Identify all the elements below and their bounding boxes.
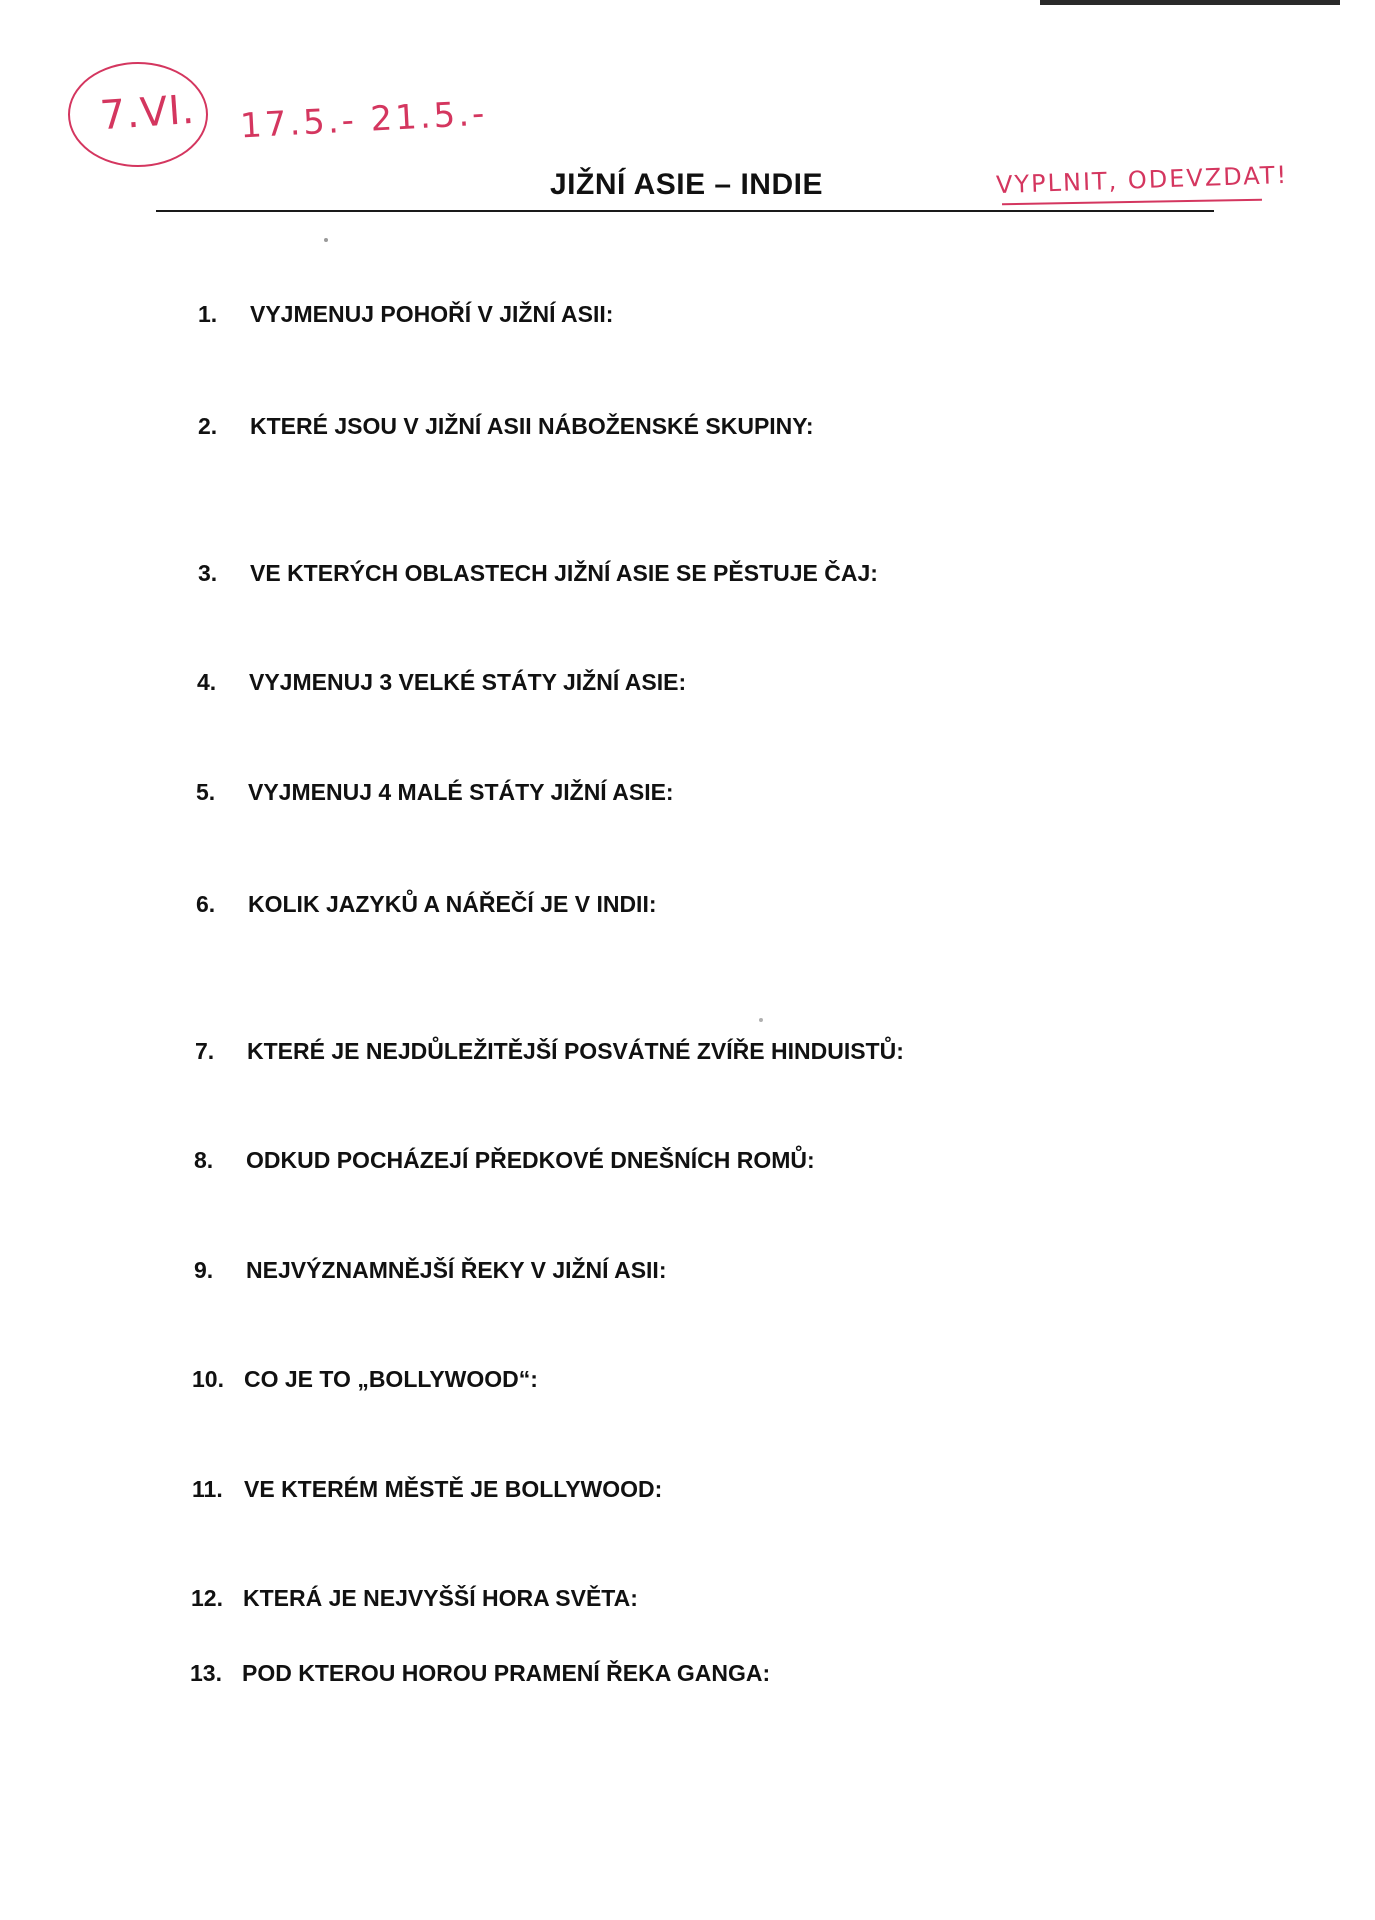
question-number: 4. [197,668,217,695]
question-number: 2. [198,412,218,439]
handwritten-dates: 17.5.- 21.5.- [239,93,489,147]
question-text: VE KTERÝCH OBLASTECH JIŽNÍ ASIE SE PĚSTUJE ČAJ: [250,559,878,586]
question-number: 10. [192,1365,224,1392]
question-number: 13. [190,1659,222,1686]
question-text: POD KTEROU HOROU PRAMENÍ ŘEKA GANGA: [242,1659,771,1686]
question-text: CO JE TO „BOLLYWOOD“: [244,1365,538,1392]
question-item [196,774,674,810]
question-number: 6. [196,890,216,917]
question-item [196,886,657,922]
handwritten-underline [1002,199,1262,206]
question-text: VE KTERÉM MĚSTĚ JE BOLLYWOOD: [244,1475,663,1502]
question-item [198,555,878,591]
question-text: VYJMENUJ POHOŘÍ V JIŽNÍ ASII: [250,300,614,327]
question-text: KTERÁ JE NEJVYŠŠÍ HORA SVĚTA: [243,1584,638,1611]
question-text: ODKUD POCHÁZEJÍ PŘEDKOVÉ DNEŠNÍCH ROMŮ: [246,1146,815,1173]
question-item [192,1471,662,1507]
question-number: 3. [198,559,218,586]
question-number: 11. [192,1475,223,1502]
question-item [198,408,814,444]
question-item [194,1252,666,1288]
question-text: KOLIK JAZYKŮ A NÁŘEČÍ JE V INDII: [248,890,657,917]
page-title: JIŽNÍ ASIE – INDIE [550,168,823,201]
question-item [195,1033,904,1069]
question-text: VYJMENUJ 3 VELKÉ STÁTY JIŽNÍ ASIE: [249,668,687,695]
question-number: 7. [195,1037,215,1064]
question-item [197,664,686,700]
title-rule [156,210,1214,212]
handwritten-instruction: VYPLNIT, ODEVZDAT! [995,160,1289,200]
question-number: 12. [191,1584,223,1611]
scan-top-edge [1040,0,1340,5]
scan-speck [324,238,328,242]
question-text: KTERÉ JSOU V JIŽNÍ ASII NÁBOŽENSKÉ SKUPINY: [250,412,814,439]
question-text: VYJMENUJ 4 MALÉ STÁTY JIŽNÍ ASIE: [248,778,674,805]
question-item [198,296,613,332]
question-item [190,1655,770,1691]
question-text: NEJVÝZNAMNĚJŠÍ ŘEKY V JIŽNÍ ASII: [246,1256,667,1283]
scan-speck [759,1018,763,1022]
question-item [191,1580,638,1616]
question-number: 5. [196,778,216,805]
question-item [194,1142,815,1178]
question-item [192,1361,538,1397]
question-number: 9. [194,1256,214,1283]
question-number: 1. [198,300,218,327]
handwritten-class-label: 7.VI. [98,86,197,140]
question-number: 8. [194,1146,214,1173]
question-text: KTERÉ JE NEJDŮLEŽITĚJŠÍ POSVÁTNÉ ZVÍŘE HINDUISTŮ: [247,1037,904,1064]
